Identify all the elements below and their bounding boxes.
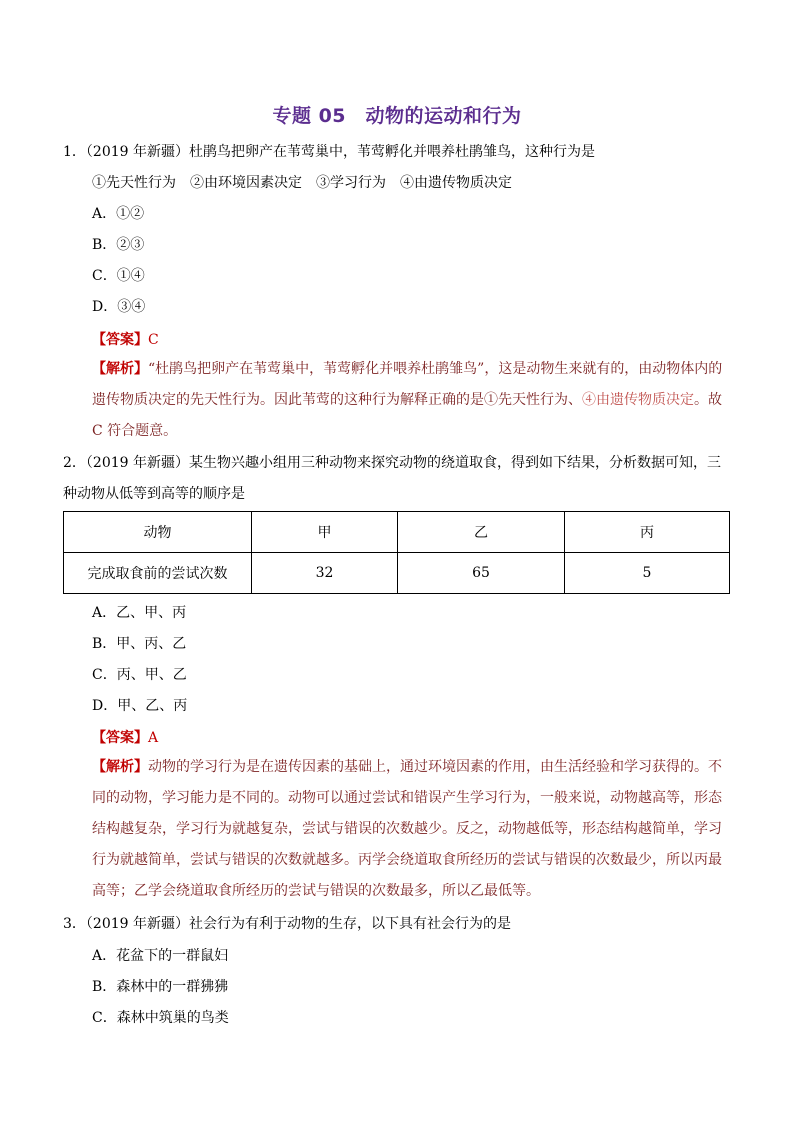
analysis-text: “杜鹃鸟把卵产在苇莺巢中，苇莺孵化并喂养杜鹃雏鸟”，这是动物生来就有的，由动物体内的遗传物质决定的先天性行为。因此苇莺的这种行为解释正确的是①先天性行为、 xyxy=(92,361,723,408)
question-1-stem xyxy=(63,137,731,168)
choice-a: A．乙、甲、丙 xyxy=(92,605,187,621)
choice-b: B．②③ xyxy=(92,237,145,253)
question-2-stem xyxy=(63,448,731,510)
question-1-answer xyxy=(92,329,159,349)
question-text: （2019 年新疆）某生物兴趣小组用三种动物来探究动物的绕道取食，得到如下结果，分析数据可知，三种动物从低等到高等的顺序是 xyxy=(63,455,721,502)
table-header-row xyxy=(64,512,730,553)
question-number: 1． xyxy=(63,144,86,160)
question-number: 3． xyxy=(63,916,86,932)
choice-a: A．①② xyxy=(92,206,145,222)
answer-value: A xyxy=(148,730,159,746)
answer-tag: 【答案】 xyxy=(92,730,148,746)
choice-c: C．丙、甲、乙 xyxy=(92,667,187,683)
analysis-tag: 【解析】 xyxy=(92,361,148,377)
choice-b: B．森林中的一群狒狒 xyxy=(92,979,229,995)
table-cell: 动物 xyxy=(64,512,252,553)
choice-a: A．花盆下的一群鼠妇 xyxy=(92,948,229,964)
table-cell: 丙 xyxy=(565,512,730,553)
choice-d: D．甲、乙、丙 xyxy=(92,698,188,714)
analysis-tag: 【解析】 xyxy=(92,759,148,775)
analysis-text-end: 。故 C 符合题意。 xyxy=(92,392,722,439)
question-text: （2019 年新疆）社会行为有利于动物的生存，以下具有社会行为的是 xyxy=(85,916,511,932)
choice-c: C．①④ xyxy=(92,268,145,284)
question-2-analysis xyxy=(92,752,732,907)
question-3-stem xyxy=(63,909,731,940)
choice-b: B．甲、丙、乙 xyxy=(92,636,187,652)
answer-tag: 【答案】 xyxy=(92,332,148,348)
question-2-answer xyxy=(92,727,158,747)
data-table xyxy=(63,511,730,594)
page-title: 专题 05 动物的运动和行为 xyxy=(272,105,522,127)
answer-value: C xyxy=(148,332,159,348)
table-cell: 32 xyxy=(252,553,398,594)
table-cell: 甲 xyxy=(252,512,398,553)
analysis-text: 动物的学习行为是在遗传因素的基础上，通过环境因素的作用，由生活经验和学习获得的。不同的动物，学习能力是不同的。动物可以通过尝试和错误产生学习行为，一般来说，动物越高等，形态结构越复杂，学习行为就越复杂，尝试与错误的次数越少。反之，动物越低等，形态结构越简单，学习行为就越简单，尝试与错误的次数就越多。丙学会绕道取食所经历的尝试与错误的次数最少，所以丙最高等；乙学会绕道取食所经历的尝试与错误的次数最多，所以乙最低等。 xyxy=(92,759,722,899)
question-1-options-line: ①先天性行为 ②由环境因素决定 ③学习行为 ④由遗传物质决定 xyxy=(92,175,512,191)
question-1-analysis xyxy=(92,354,732,447)
table-cell: 5 xyxy=(565,553,730,594)
table-cell: 完成取食前的尝试次数 xyxy=(64,553,252,594)
table-cell: 65 xyxy=(398,553,565,594)
table-row xyxy=(64,553,730,594)
question-number: 2． xyxy=(63,455,86,471)
question-text: （2019 年新疆）杜鹃鸟把卵产在苇莺巢中，苇莺孵化并喂养杜鹃雏鸟，这种行为是 xyxy=(85,144,595,160)
choice-c: C．森林中筑巢的鸟类 xyxy=(92,1010,229,1026)
table-cell: 乙 xyxy=(398,512,565,553)
choice-d: D．③④ xyxy=(92,299,146,315)
analysis-highlight: ④由遗传物质决定 xyxy=(582,392,694,408)
